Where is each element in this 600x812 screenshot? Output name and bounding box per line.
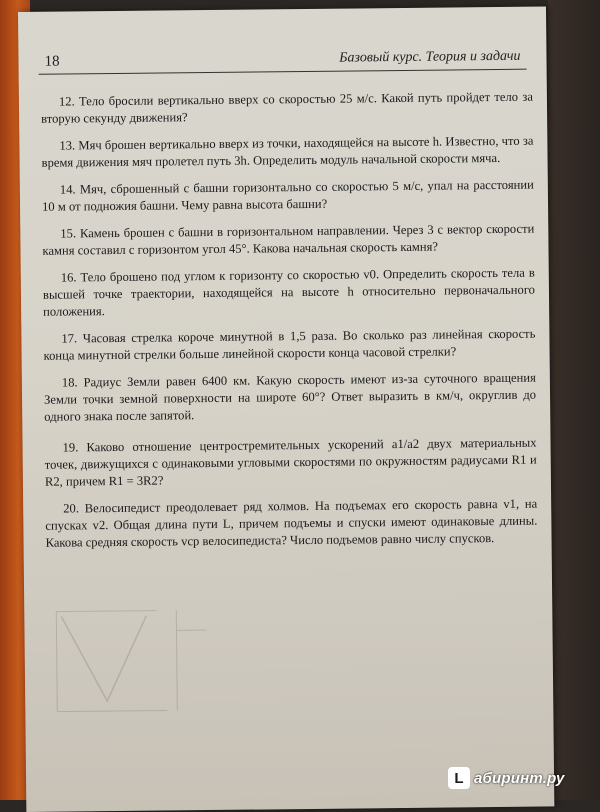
labirint-logo-icon: L [448, 767, 470, 789]
problem-14: 14. Мяч, сброшенный с башни горизонтально со скоростью 5 м/с, упал на расстоянии 10 м от подножия башни. Чему равна высота башни? [42, 177, 534, 216]
bleed-through-figure [46, 567, 540, 772]
problem-list [41, 89, 538, 562]
background-right [548, 0, 600, 800]
problem-20: 20. Велосипедист преодолевает ряд холмов. На подъемах его скорость равна v1, на спусках v2. Общая длина пути L, причем подъемы и спуски имеют одинаковые длины. Какова средняя скорость vср велосипедиста? Число подъемов равно числу спусков. [45, 496, 538, 552]
problem-19: 19. Каково отношение центростремительных ускорений a1/a2 двух материальных точек, движущихся с одинаковыми угловыми скоростями по окружностям радиусами R1 и R2, причем R1 = 3R2? [44, 435, 537, 491]
page-number: 18 [44, 54, 59, 71]
watermark-text: абиринт.ру [474, 770, 565, 787]
problem-15: 15. Камень брошен с башни в горизонтальном направлении. Через 3 с вектор скорости камня составил с горизонтом угол 45°. Какова начальная скорость камня? [42, 221, 534, 260]
problem-13: 13. Мяч брошен вертикально вверх из точки, находящейся на высоте h. Известно, что за время движения мяч пролетел путь 3h. Определить модуль начальной скорости мяча. [41, 133, 533, 172]
problem-16: 16. Тело брошено под углом к горизонту со скоростью v0. Определить скорость тела в высшей точке траектории, находящейся на высоте h относительно первоначального положения. [43, 265, 536, 321]
running-title: Базовый курс. Теория и задачи [339, 49, 520, 67]
problem-18: 18. Радиус Земли равен 6400 км. Какую скорость имеют из-за суточного вращения Земли точки земной поверхности на широте 60°? Ответ выразить в км/ч, округлив до одного знака после запятой. [44, 370, 537, 426]
book-page [18, 6, 554, 811]
labirint-watermark [448, 766, 565, 790]
problem-12: 12. Тело бросили вертикально вверх со скоростью 25 м/с. Какой путь пройдет тело за вторую секунду движения? [41, 89, 533, 128]
problem-17: 17. Часовая стрелка короче минутной в 1,5 раза. Во сколько раз линейная скорость конца минутной стрелки больше линейной скорости конца часовой стрелки? [43, 326, 535, 365]
page-header [38, 47, 526, 75]
